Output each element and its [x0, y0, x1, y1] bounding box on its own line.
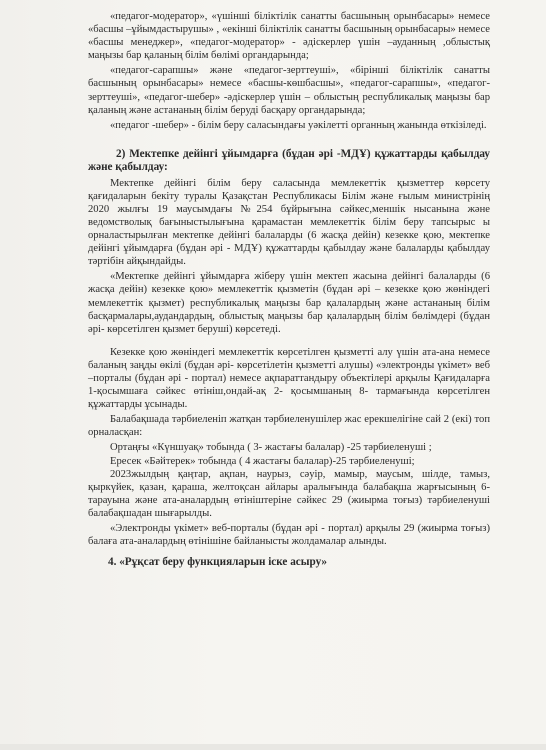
paragraph-expert: «педагог-сарапшы» және «педагог-зерттеуші», «бірінші біліктілік санатты басшының орынбасары» немесе «басшы-көшбасшы», «педагог-сарапшы», «педагог-зерттеуші», «педагог-шебер» -әдіскерлер үшін – облыстың республикалық маңызы бар қаланың және астананың білім беруді басқару органдарында;	[88, 65, 490, 116]
paragraph-queue-service: «Мектепке дейінгі ұйымдарға жіберу үшін мектеп жасына дейінгі балаларды (6 жасқа дейін) кезекке қою» мемлекеттік қызметін (бұдан әрі – кезекке қою жөніндегі мемлекеттік қызмет) республикалық маңызы бар қалалардың және астананың білім басқармалары,аудандардың, облыстық маңызы бар қалалардың білім бөлімдері (бұдан әрі- көрсетілген қызмет беруші) көрсетеді.	[88, 271, 490, 335]
document-body	[88, 10, 490, 572]
paragraph-master: «педагог -шебер» - білім беру саласындағы уәкілетті органның жанында өткізіледі.	[110, 119, 487, 131]
paragraph-group-middle: Ортаңғы «Күншуақ» тобында ( 3- жастағы балалар) -25 тәрбиеленуші ;	[110, 442, 432, 454]
paragraph-rules: Мектепке дейінгі білім беру саласында мемлекеттік қызметтер көрсету қағидаларын бекіту туралы Қазақстан Республикасы Білім және ғылым министрінің 2020 жылғы 19 маусымдағы №254 бұйрығына сәйкес,меншік нысанына және ведомстволық бағыныстылығына қарамастан мемлекеттік білім беру тапсырыс ы орналастырылған мектепке дейінгі балаларды (6 жасқа дейін) кезекке қою, мектепке дейінгі ұйымдарға (бұдан әрі - МДҰ) құжаттарды қабылдау және балаларды қабылдау тәртібін айқындайды.	[88, 177, 490, 268]
section-heading-2: 2) Мектепке дейінгі ұйымдарға (бұдан әрі -МДҰ) құжаттарды қабылдау және қабылдау:	[88, 147, 490, 174]
page-bottom-edge	[0, 744, 546, 750]
paragraph-groups: Балабақшада тәрбиеленіп жатқан тәрбиеленушілер жас ерекшелігіне сай 2 (екі) топ орналасқан:	[88, 414, 490, 439]
paragraph-application: Кезекке қою жөніндегі мемлекеттік көрсетілген қызметті алу үшін ата-ана немесе баланың заңды өкілі (бұдан әрі- көрсетілетін қызметті алушы) «электронды үкімет» веб –порталы (бұдан әрі - портал) немесе ақпараттандыру объектілері арқылы Қағидаларға 1-қосымшаға сәйкес өтініш,ондай-ақ 2- қосымшаның 8- тармағында көрсетілген құжаттарды ұсынады.	[88, 346, 490, 411]
paragraph-moderator: «педагог-модератор», «үшінші біліктілік санатты басшының орынбасары» немесе «басшы –ұйымдастырушы» , «екінші біліктілік санатты басшының орынбасары» немесе «басшы менеджер», «педагог-модератор» - әдіскерлер үшін –ауданның ,облыстық маңызы бар қаланың білім бөлімі органдарында;	[88, 11, 490, 62]
section-heading-4: 4. «Рұқсат беру функцияларын іске асыру»	[108, 556, 328, 569]
paragraph-referrals: «Электронды үкімет» веб-порталы (бұдан әрі - портал) арқылы 29 (жиырма тоғыз) балаға ата-аналардың өтінішіне байланысты жолдамалар алынды.	[88, 523, 490, 548]
paragraph-departures: 2023жылдың қаңтар, ақпан, наурыз, сәуір, мамыр, маусым, шілде, тамыз, қыркүйек, қазан, қараша, желтоқсан айлары аралығында балабақша жарғысының 6- тарауына және ата-аналардың өтініштеріне сәйкес 29 (жиырма тоғыз) тәрбиеленуші балабақшадан шығарылды.	[88, 468, 490, 519]
paragraph-group-senior: Ересек «Бәйтерек» тобында ( 4 жастағы балалар)-25 тәрбиеленуші;	[110, 455, 415, 467]
